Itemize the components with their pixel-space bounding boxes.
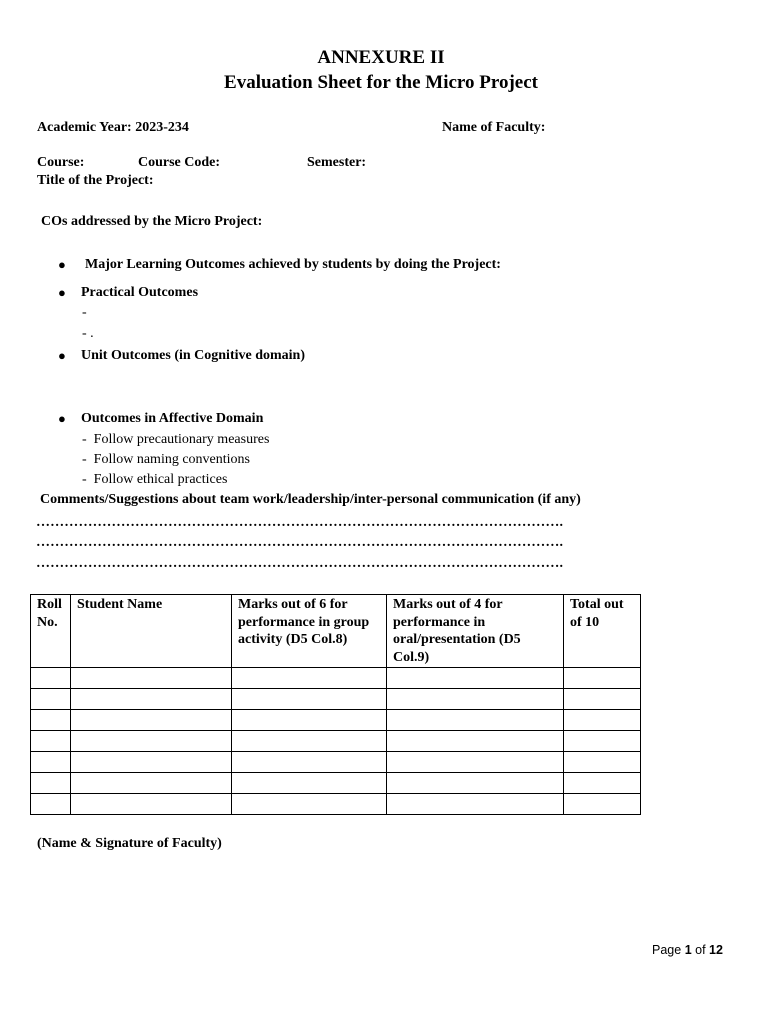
table-cell[interactable] (31, 689, 71, 710)
table-cell[interactable] (71, 794, 232, 815)
affective-item-text: Follow precautionary measures (93, 432, 270, 447)
table-row (31, 710, 641, 731)
table-cell[interactable] (31, 731, 71, 752)
semester-label: Semester: (307, 155, 367, 170)
table-cell[interactable] (232, 668, 387, 689)
table-cell[interactable] (31, 773, 71, 794)
bullet-icon: ● (58, 411, 66, 426)
project-title-label: Title of the Project: (37, 173, 154, 188)
table-cell[interactable] (564, 710, 641, 731)
document-title: Evaluation Sheet for the Micro Project (224, 72, 538, 93)
name-of-faculty: Name of Faculty: (442, 120, 546, 135)
header-roll-no: Roll No. (31, 595, 71, 668)
practical-item: - (82, 305, 87, 320)
table-row (31, 752, 641, 773)
table-cell[interactable] (387, 794, 564, 815)
table-body (31, 668, 641, 815)
comment-line: …………………………………………………………………………………………………. (36, 556, 564, 571)
table-cell[interactable] (387, 668, 564, 689)
table-cell[interactable] (232, 752, 387, 773)
comments-heading: Comments/Suggestions about team work/leadership/inter-personal communication (if any) (40, 492, 581, 507)
academic-year: Academic Year: 2023-234 (37, 120, 189, 135)
bullet-icon: ● (58, 348, 66, 363)
page-label: Page (652, 943, 682, 957)
table-cell[interactable] (564, 731, 641, 752)
comment-line: …………………………………………………………………………………………………. (36, 515, 564, 530)
table-cell[interactable] (387, 773, 564, 794)
course-label: Course: (37, 155, 85, 170)
header-oral-presentation-marks: Marks out of 4 for performance in oral/presentation (D5 Col.9) (387, 595, 564, 668)
unit-outcomes: Unit Outcomes (in Cognitive domain) (81, 348, 305, 363)
table-header-row (31, 595, 641, 668)
comment-line: …………………………………………………………………………………………………. (36, 535, 564, 550)
practical-outcomes: Practical Outcomes (81, 285, 199, 300)
table-cell[interactable] (387, 710, 564, 731)
table-cell[interactable] (387, 752, 564, 773)
table-row (31, 773, 641, 794)
total-pages: 12 (709, 943, 723, 957)
table-cell[interactable] (71, 731, 232, 752)
annexure-heading: ANNEXURE II (317, 47, 445, 68)
table-cell[interactable] (232, 794, 387, 815)
table-row (31, 731, 641, 752)
affective-item-text: Follow ethical practices (93, 472, 228, 487)
table-cell[interactable] (71, 752, 232, 773)
table-row (31, 794, 641, 815)
table-cell[interactable] (564, 752, 641, 773)
page-number: 1 (684, 943, 692, 957)
table-cell[interactable] (232, 689, 387, 710)
table-row (31, 668, 641, 689)
table-cell[interactable] (564, 773, 641, 794)
table-cell[interactable] (564, 689, 641, 710)
header-group-activity-marks: Marks out of 6 for performance in group activity (D5 Col.8) (232, 595, 387, 668)
table-cell[interactable] (232, 710, 387, 731)
affective-item: - Follow ethical practices (82, 472, 228, 487)
bullet-icon: ● (58, 285, 66, 300)
faculty-signature-label: (Name & Signature of Faculty) (37, 836, 222, 851)
table-cell[interactable] (31, 794, 71, 815)
page-footer (652, 943, 723, 957)
table-cell[interactable] (387, 689, 564, 710)
table-cell[interactable] (31, 710, 71, 731)
affective-item: - Follow precautionary measures (82, 432, 270, 447)
table-cell[interactable] (564, 794, 641, 815)
table-cell[interactable] (564, 668, 641, 689)
marks-table (30, 594, 641, 815)
practical-item: - . (82, 326, 94, 341)
table-cell[interactable] (31, 668, 71, 689)
of-label: of (695, 943, 706, 957)
course-code-label: Course Code: (138, 155, 221, 170)
bullet-icon: ● (58, 257, 66, 272)
affective-outcomes: Outcomes in Affective Domain (81, 411, 264, 426)
header-student-name: Student Name (71, 595, 232, 668)
affective-item: - Follow naming conventions (82, 452, 250, 467)
table-cell[interactable] (71, 668, 232, 689)
table-cell[interactable] (31, 752, 71, 773)
table-cell[interactable] (71, 710, 232, 731)
table-row (31, 689, 641, 710)
table-cell[interactable] (232, 773, 387, 794)
affective-item-text: Follow naming conventions (93, 452, 250, 467)
table-cell[interactable] (232, 731, 387, 752)
major-outcomes: Major Learning Outcomes achieved by students by doing the Project: (85, 257, 501, 272)
header-total: Total out of 10 (564, 595, 641, 668)
cos-heading: COs addressed by the Micro Project: (41, 214, 263, 229)
table-cell[interactable] (387, 731, 564, 752)
table-cell[interactable] (71, 773, 232, 794)
table-cell[interactable] (71, 689, 232, 710)
